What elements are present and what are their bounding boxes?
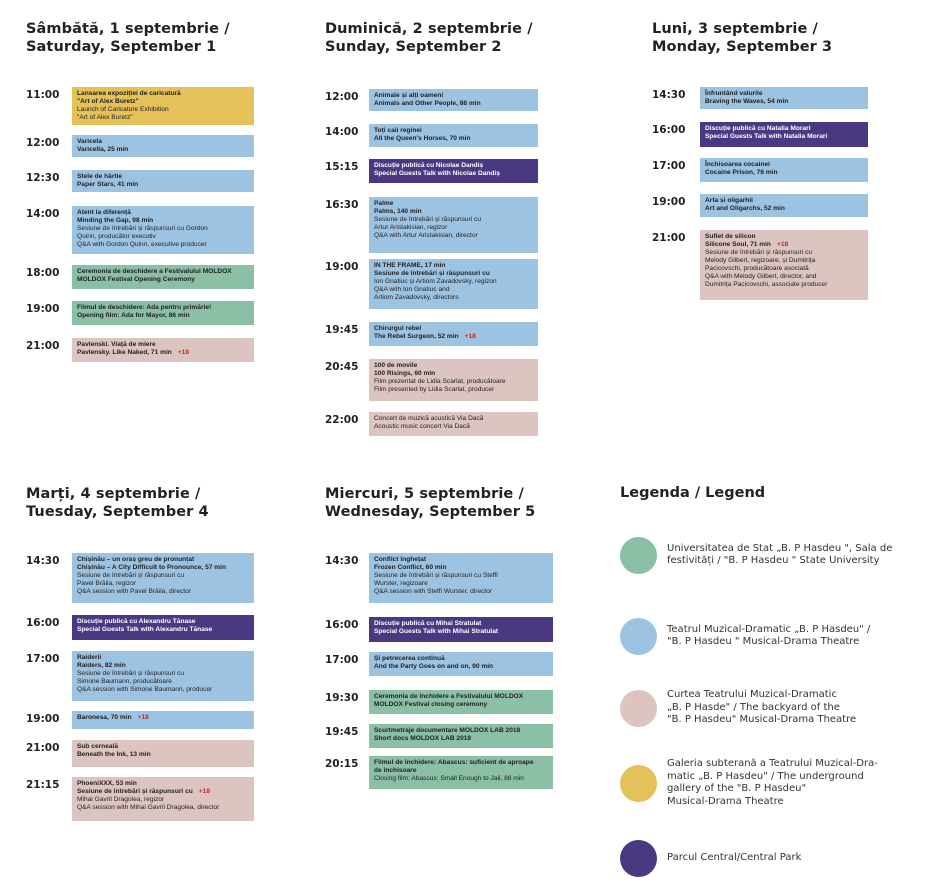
event-time: 15:15 bbox=[325, 161, 359, 173]
event-line: Filmul de deschidere: Ada pentru primărie! bbox=[77, 304, 212, 311]
event-line: Închisoarea cocainei bbox=[705, 161, 770, 168]
event-line: Pavlensky. Like Naked, 71 min bbox=[77, 349, 172, 356]
event-time: 16:30 bbox=[325, 199, 359, 211]
day-wednesday bbox=[325, 485, 565, 521]
event-line: de închisoare bbox=[374, 767, 417, 774]
legend-line: Parcul Central/Central Park bbox=[667, 851, 802, 863]
event-line: Mihai Gavril Dragolea, regizor bbox=[77, 796, 165, 803]
legend-color-dot bbox=[620, 537, 657, 574]
event-line: Frozen Conflict, 60 min bbox=[374, 564, 447, 571]
event-line: Special Guests Talk with Mihai Stratulat bbox=[374, 628, 499, 635]
event-line: Beneath the Ink, 13 min bbox=[77, 751, 151, 758]
event-line: Silicone Soul, 71 min bbox=[705, 241, 771, 248]
event-line: Lansarea expoziției de caricatură bbox=[77, 90, 181, 97]
event-line: Raiderii bbox=[77, 654, 102, 661]
legend-color-dot bbox=[620, 765, 657, 802]
event-line: Cocaine Prison, 76 min bbox=[705, 169, 778, 176]
legend-line: Musical-Drama Theatre bbox=[667, 795, 784, 807]
day-title bbox=[26, 485, 266, 521]
event-line: Pavel Brăila, regizor bbox=[77, 580, 137, 587]
event-line: Varicella, 25 min bbox=[77, 146, 129, 153]
event-time: 17:00 bbox=[652, 160, 686, 172]
event-time: 19:45 bbox=[325, 726, 359, 738]
event-time: 12:00 bbox=[325, 91, 359, 103]
age-restriction-badge: +18 bbox=[776, 241, 789, 248]
legend-line: "B. P Hasdeu " Musical-Drama Theatre bbox=[667, 636, 860, 647]
event-line: Q&A session with Mihai Gavril Dragolea, director bbox=[77, 804, 220, 811]
day-title-en: Wednesday, September 5 bbox=[325, 504, 536, 520]
event-card[interactable] bbox=[369, 259, 538, 309]
event-time: 14:00 bbox=[26, 208, 60, 220]
legend-line: Curtea Teatrului Muzical-Dramatic bbox=[667, 689, 837, 701]
event-line: Sesiune de întrebări și răspunsuri cu bbox=[77, 572, 185, 579]
event-time: 11:00 bbox=[26, 89, 60, 101]
event-line: All the Queen's Horses, 70 min bbox=[374, 135, 471, 142]
event-line: Discuție publică cu Mihai Stratulat bbox=[374, 620, 482, 627]
event-line: Special Guests Talk with Alexandru Tănase bbox=[77, 626, 213, 633]
event-card[interactable] bbox=[72, 740, 254, 767]
event-time: 16:00 bbox=[26, 617, 60, 629]
day-saturday bbox=[26, 20, 266, 56]
event-line: Suflet de silicon bbox=[705, 233, 756, 240]
event-line: Closing film: Abascus: Small Enough to Jail, 88 min bbox=[374, 775, 524, 782]
day-title-en: Saturday, September 1 bbox=[26, 39, 217, 55]
event-line: Special Guests Talk with Nicolae Dandiș bbox=[374, 170, 500, 177]
legend-line: „B. P Hasde" / The backyard of the bbox=[667, 701, 840, 713]
event-line: Q&A with Artur Aristakisian, director bbox=[374, 232, 478, 239]
event-time: 19:45 bbox=[325, 324, 359, 336]
event-line: Ceremonia de deschidere a Festivalului MOLDOX bbox=[77, 268, 232, 275]
event-time: 19:00 bbox=[26, 713, 60, 725]
event-card[interactable] bbox=[700, 87, 868, 109]
event-line: Baronesa, 70 min bbox=[77, 714, 132, 721]
event-card[interactable] bbox=[700, 230, 868, 300]
day-title bbox=[652, 20, 892, 56]
day-sunday bbox=[325, 20, 565, 56]
event-line: Varicela bbox=[77, 138, 102, 145]
event-time: 19:00 bbox=[325, 261, 359, 273]
event-time: 19:30 bbox=[325, 692, 359, 704]
event-time: 21:00 bbox=[26, 340, 60, 352]
event-time: 14:30 bbox=[652, 89, 686, 101]
legend-line: Galeria subterană a Teatrului Muzical-Dra- bbox=[667, 758, 878, 769]
event-time: 21:15 bbox=[26, 779, 60, 791]
legend-line: gallery of the "B. P Hasdeu" bbox=[667, 783, 807, 794]
day-monday bbox=[652, 20, 892, 56]
event-line: Acoustic music concert Via Dacă bbox=[374, 423, 470, 430]
day-title-en: Monday, September 3 bbox=[652, 39, 833, 55]
event-line: Palme bbox=[374, 200, 394, 207]
day-title-ro: Duminică, 2 septembrie / bbox=[325, 21, 533, 37]
event-line: Scurtmetraje documentare MOLDOX LAB 2018 bbox=[374, 727, 521, 734]
event-line: Toți caii reginei bbox=[374, 127, 422, 134]
event-line: Discuție publică cu Natalia Morari bbox=[705, 125, 811, 132]
event-line: Filmul de închidere: Abascus: suficient de aproape bbox=[374, 759, 534, 766]
event-line: Animals and Other People, 88 min bbox=[374, 100, 481, 107]
event-time: 18:00 bbox=[26, 267, 60, 279]
event-line: Înfruntând valurile bbox=[705, 90, 763, 97]
event-time: 14:30 bbox=[325, 555, 359, 567]
event-card[interactable] bbox=[72, 206, 254, 254]
event-card[interactable] bbox=[369, 124, 538, 147]
event-line: Chișinău – un oraș greu de pronunțat bbox=[77, 556, 195, 563]
event-time: 12:00 bbox=[26, 137, 60, 149]
event-line: Conflict înghețat bbox=[374, 556, 427, 563]
event-time: 19:00 bbox=[26, 303, 60, 315]
event-line: "Art of Alex Buretz" bbox=[77, 114, 133, 121]
event-card[interactable] bbox=[72, 87, 254, 125]
event-line: Q&A with Ion Gnatiuc and bbox=[374, 286, 450, 293]
event-line: PhoeniXXX, 53 min bbox=[77, 780, 137, 787]
event-line: Palms, 140 min bbox=[374, 208, 422, 215]
event-card[interactable] bbox=[72, 170, 254, 192]
day-tuesday bbox=[26, 485, 266, 521]
event-line: And the Party Goes on and on, 90 min bbox=[374, 663, 494, 670]
event-line: Paper Stars, 41 min bbox=[77, 181, 139, 188]
event-line: Sesiune de întrebări și răspunsuri cu Steffi bbox=[374, 572, 498, 579]
legend-label bbox=[667, 689, 917, 727]
event-line: Arta și oligarhii bbox=[705, 197, 753, 204]
event-time: 16:00 bbox=[652, 124, 686, 136]
event-line: Pacicovschi, producătoare asociată bbox=[705, 265, 809, 272]
legend-color-dot bbox=[620, 840, 657, 877]
event-time: 20:45 bbox=[325, 361, 359, 373]
event-time: 17:00 bbox=[325, 654, 359, 666]
event-line: Sesiune de întrebări și răspunsuri cu bbox=[77, 670, 185, 677]
event-line: Braving the Waves, 54 min bbox=[705, 98, 789, 105]
event-line: Chișinău – A City Difficult to Pronounce, 57 min bbox=[77, 564, 226, 571]
event-line: Sesiune de întrebări și răspunsuri cu Gordon bbox=[77, 225, 208, 232]
event-line: Concert de muzică acustică Via Dacă bbox=[374, 415, 484, 422]
event-time: 12:30 bbox=[26, 172, 60, 184]
event-card[interactable] bbox=[369, 412, 538, 436]
event-line: Și petrecerea continuă bbox=[374, 655, 445, 662]
event-card[interactable] bbox=[72, 265, 254, 289]
event-line: The Rebel Surgeon, 52 min bbox=[374, 333, 459, 340]
event-card[interactable] bbox=[369, 89, 538, 111]
legend-line: matic „B. P Hasdeu" / The underground bbox=[667, 770, 864, 782]
event-time: 14:00 bbox=[325, 126, 359, 138]
event-line: Q&A session with Steffi Wurster, director bbox=[374, 588, 493, 595]
legend-label bbox=[667, 543, 917, 568]
event-card[interactable] bbox=[369, 322, 538, 346]
legend-line: festivități / "B. P Hasdeu " State University bbox=[667, 555, 880, 566]
event-line: Ceremonia de închidere a Festivalului MOLDOX bbox=[374, 693, 524, 700]
event-line: Sub cerneală bbox=[77, 743, 119, 750]
event-card[interactable] bbox=[369, 159, 538, 183]
event-line: Artur Aristakisian, regizor bbox=[374, 224, 448, 231]
legend-line: Teatrul Muzical-Dramatic „B. P Hasdeu" / bbox=[667, 623, 871, 635]
day-title-ro: Sâmbătă, 1 septembrie / bbox=[26, 21, 230, 37]
day-title-en: Tuesday, September 4 bbox=[26, 504, 209, 520]
age-restriction-badge: +18 bbox=[177, 349, 189, 356]
event-time: 22:00 bbox=[325, 414, 359, 426]
event-time: 21:00 bbox=[26, 742, 60, 754]
event-card[interactable] bbox=[72, 553, 254, 603]
event-line: Artiom Zavadovsky, directors bbox=[374, 294, 459, 301]
legend-color-dot bbox=[620, 690, 657, 727]
event-line: Wurster, regizoare bbox=[374, 580, 428, 587]
event-line: Dumitrița Pacicovschi, associate producer bbox=[705, 281, 828, 288]
event-line: Q&A with Gordon Quinn, executive producer bbox=[77, 241, 207, 248]
event-card[interactable] bbox=[369, 359, 538, 401]
event-card[interactable] bbox=[72, 338, 254, 362]
age-restriction-badge: +18 bbox=[137, 714, 149, 721]
event-time: 19:00 bbox=[652, 196, 686, 208]
event-time: 21:00 bbox=[652, 232, 686, 244]
event-line: 100 Risings, 60 min bbox=[374, 370, 436, 377]
event-line: Ion Gnatiuc și Artiom Zavadovsky, regizori bbox=[374, 278, 497, 285]
age-restriction-badge: +18 bbox=[198, 788, 210, 795]
event-line: Sesiune de întrebări și răspunsuri cu bbox=[77, 788, 193, 795]
event-card[interactable] bbox=[700, 194, 868, 217]
event-time: 16:00 bbox=[325, 619, 359, 631]
event-card[interactable] bbox=[369, 690, 553, 714]
event-card[interactable] bbox=[72, 711, 254, 729]
event-line: Film prezentat de Lidia Scarlat, producătoare bbox=[374, 378, 506, 385]
event-time: 20:15 bbox=[325, 758, 359, 770]
legend-line: Universitatea de Stat „B. P Hasdeu ", Sala de bbox=[667, 542, 893, 554]
age-restriction-badge: +18 bbox=[464, 333, 476, 340]
event-line: Minding the Gap, 98 min bbox=[77, 217, 154, 224]
event-card[interactable] bbox=[369, 652, 553, 676]
day-title-ro: Luni, 3 septembrie / bbox=[652, 21, 818, 37]
legend-title: Legenda / Legend bbox=[620, 485, 766, 501]
event-line: Melody Gilbert, regizoare, și Dumitrița bbox=[705, 257, 816, 264]
day-title-ro: Marți, 4 septembrie / bbox=[26, 486, 201, 502]
event-card[interactable] bbox=[369, 724, 553, 748]
event-card[interactable] bbox=[700, 122, 868, 147]
event-line: Discuție publică cu Nicolae Dandiș bbox=[374, 162, 484, 169]
event-line: Q&A session with Simone Baumann, producer bbox=[77, 686, 213, 693]
event-line: Stele de hârtie bbox=[77, 173, 123, 180]
event-line: Sesiune de întrebări și răspunsuri cu bbox=[705, 249, 813, 256]
event-time: 17:00 bbox=[26, 653, 60, 665]
event-line: Sesiune de întrebări și răspunsuri cu bbox=[374, 270, 490, 277]
event-time: 14:30 bbox=[26, 555, 60, 567]
event-line: Film presented by Lidia Scarlat, producer bbox=[374, 386, 495, 393]
event-line: Animale și alți oameni bbox=[374, 92, 444, 99]
event-card[interactable] bbox=[700, 158, 868, 182]
event-card[interactable] bbox=[369, 756, 553, 789]
event-line: Discuție publică cu Alexandru Tănase bbox=[77, 618, 196, 625]
event-line: 100 de movile bbox=[374, 362, 418, 369]
event-line: MOLDOX Festival closing ceremony bbox=[374, 701, 488, 708]
event-card[interactable] bbox=[369, 617, 553, 642]
day-title bbox=[325, 20, 565, 56]
event-line: Q&A session with Pavel Brăila, director bbox=[77, 588, 191, 595]
event-line: Simone Baumann, producătoare bbox=[77, 678, 172, 685]
day-title-en: Sunday, September 2 bbox=[325, 39, 502, 55]
event-line: Sesiune de întrebări și răspunsuri cu bbox=[374, 216, 482, 223]
event-line: Pavlenski. Viață de miere bbox=[77, 341, 156, 348]
day-title-ro: Miercuri, 5 septembrie / bbox=[325, 486, 524, 502]
event-line: Launch of Caricature Exhibition bbox=[77, 106, 169, 113]
event-line: Raiders, 82 min bbox=[77, 662, 126, 669]
event-line: Art and Oligarchs, 52 min bbox=[705, 205, 785, 212]
event-card[interactable] bbox=[369, 197, 538, 253]
event-card[interactable] bbox=[72, 135, 254, 157]
legend-label bbox=[667, 758, 917, 808]
event-line: MOLDOX Festival Opening Ceremony bbox=[77, 276, 195, 283]
legend-label bbox=[667, 852, 917, 865]
event-line: Chirurgul rebel bbox=[374, 325, 422, 332]
legend-line: "B. P Hasdeu" Musical-Drama Theatre bbox=[667, 714, 857, 726]
event-line: Opening film: Ada for Mayor, 86 min bbox=[77, 312, 190, 319]
event-line: IN THE FRAME, 17 min bbox=[374, 262, 446, 269]
day-title bbox=[325, 485, 565, 521]
event-line: Short docs MOLDOX LAB 2018 bbox=[374, 735, 472, 742]
event-line: "Art of Alex Buretz" bbox=[77, 98, 139, 105]
event-card[interactable] bbox=[72, 615, 254, 640]
event-line: Quinn, producător executiv bbox=[77, 233, 156, 240]
event-card[interactable] bbox=[72, 777, 254, 821]
event-line: Atent la diferență bbox=[77, 209, 131, 216]
event-card[interactable] bbox=[369, 553, 553, 603]
event-line: Q&A with Melody Gilbert, director, and bbox=[705, 273, 817, 280]
event-line: Special Guests Talk with Natalia Morari bbox=[705, 133, 828, 140]
event-card[interactable] bbox=[72, 651, 254, 701]
legend-label bbox=[667, 624, 917, 649]
event-card[interactable] bbox=[72, 301, 254, 325]
day-title bbox=[26, 20, 266, 56]
legend-color-dot bbox=[620, 618, 657, 655]
